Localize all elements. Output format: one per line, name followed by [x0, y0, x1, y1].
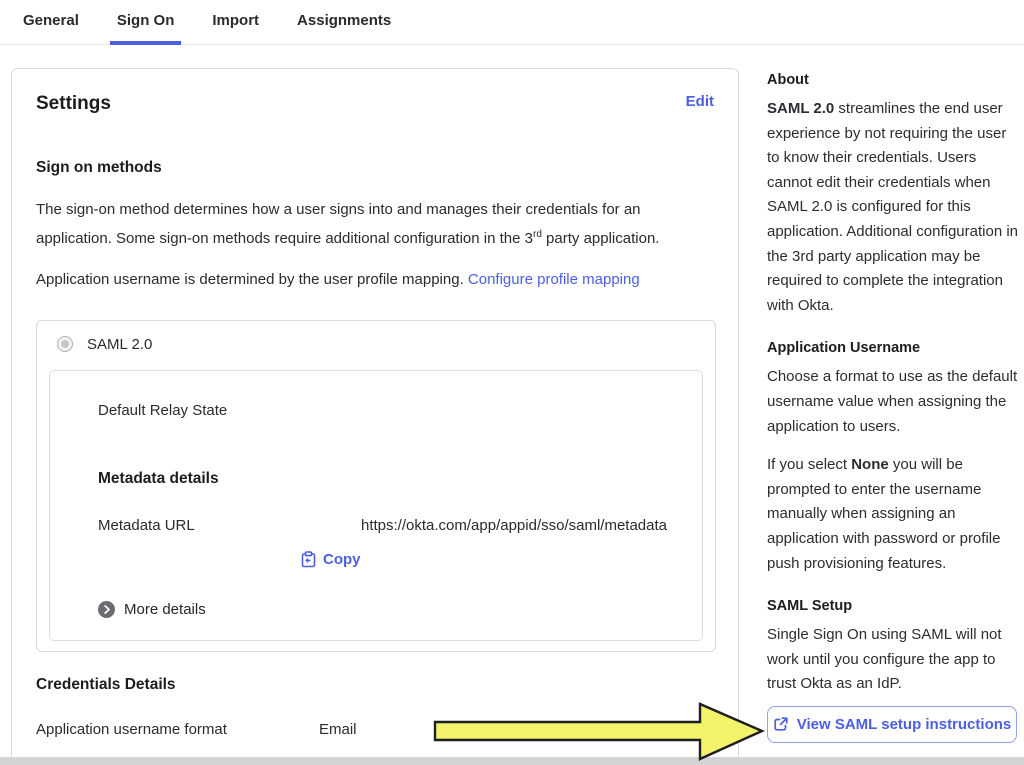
application-username-format-value: Email [319, 720, 357, 738]
tab-import[interactable]: Import [212, 12, 260, 29]
saml-setup-heading: SAML Setup [767, 598, 853, 615]
description-text: The sign-on method determines how a user signs into and manages their credentials for an application. Some sign-on methods require additional configuration in the 3 [36, 201, 641, 247]
tab-general[interactable]: General [23, 12, 79, 29]
clipboard-icon [301, 551, 316, 568]
application-username-heading: Application Username [767, 340, 921, 357]
saml-radio[interactable] [57, 336, 73, 352]
edit-link[interactable]: Edit [685, 93, 714, 110]
sign-on-methods-heading: Sign on methods [36, 159, 162, 176]
application-username-format-row [36, 721, 714, 738]
radio-dot-icon [61, 340, 69, 348]
saml-details-box [49, 370, 703, 641]
ordinal-superscript: rd [532, 228, 542, 240]
settings-card [11, 68, 739, 765]
more-details-toggle[interactable] [98, 601, 654, 618]
setup-button-label: View SAML setup instructions [796, 715, 1012, 733]
page-title: Settings [36, 93, 111, 114]
settings-card-header [36, 93, 714, 115]
metadata-url-label: Metadata URL [98, 516, 195, 534]
app-tab-bar [0, 0, 1024, 45]
configure-profile-mapping-link[interactable]: Configure profile mapping [467, 271, 640, 288]
copy-metadata-url-button[interactable] [98, 551, 654, 568]
metadata-url-value: https://okta.com/app/appid/sso/saml/metadata [361, 516, 667, 534]
default-relay-state-label: Default Relay State [98, 401, 228, 419]
chevron-right-circle-icon [98, 601, 115, 618]
description-text-end: party application. [541, 229, 660, 247]
external-link-icon [773, 716, 789, 732]
about-bold-lead: SAML 2.0 [767, 100, 835, 117]
application-username-format-label: Application username format [36, 720, 227, 738]
cropped-row-strip [0, 757, 1024, 765]
copy-label: Copy [323, 550, 361, 568]
metadata-url-row [98, 516, 667, 534]
saml-setup-section [767, 598, 1019, 743]
application-username-para2 [767, 453, 1019, 576]
para2-bold-none: None [851, 456, 889, 474]
application-username-para1: Choose a format to use as the default username value when assigning the application to users. [767, 368, 1018, 435]
about-text [767, 97, 1019, 318]
help-sidebar [767, 45, 1019, 743]
more-details-label: More details [124, 600, 206, 618]
view-saml-setup-instructions-button[interactable] [767, 706, 1017, 743]
about-heading: About [767, 72, 809, 88]
sign-on-methods-description [36, 198, 696, 251]
tab-assignments[interactable]: Assignments [297, 12, 392, 29]
saml-method-box [36, 320, 716, 652]
saml-setup-text: Single Sign On using SAML will not work until you configure the app to trust Okta as an IdP. [767, 626, 1002, 693]
saml-radio-row [49, 336, 703, 353]
application-username-section [767, 340, 1019, 576]
metadata-details-heading: Metadata details [98, 469, 219, 487]
para2-post-text: you will be prompted to enter the username manually when assigning an application with password or profile push provisioning features. [767, 456, 1001, 572]
about-body-text: streamlines the end user experience by not requiring the user to know their credentials. Users cannot edit their credentials when SAML 2.0 is configured for this application. Additional configuration in the 3rd party application may be required to complete the integration with Okta. [767, 100, 1019, 314]
tab-sign-on[interactable]: Sign On [110, 0, 182, 45]
saml-radio-label: SAML 2.0 [87, 335, 153, 353]
credentials-details-heading: Credentials Details [36, 675, 176, 693]
para2-pre-text: If you select [767, 456, 852, 474]
username-note-text: Application username is determined by the user profile mapping. [36, 271, 468, 288]
application-username-note [36, 268, 696, 293]
